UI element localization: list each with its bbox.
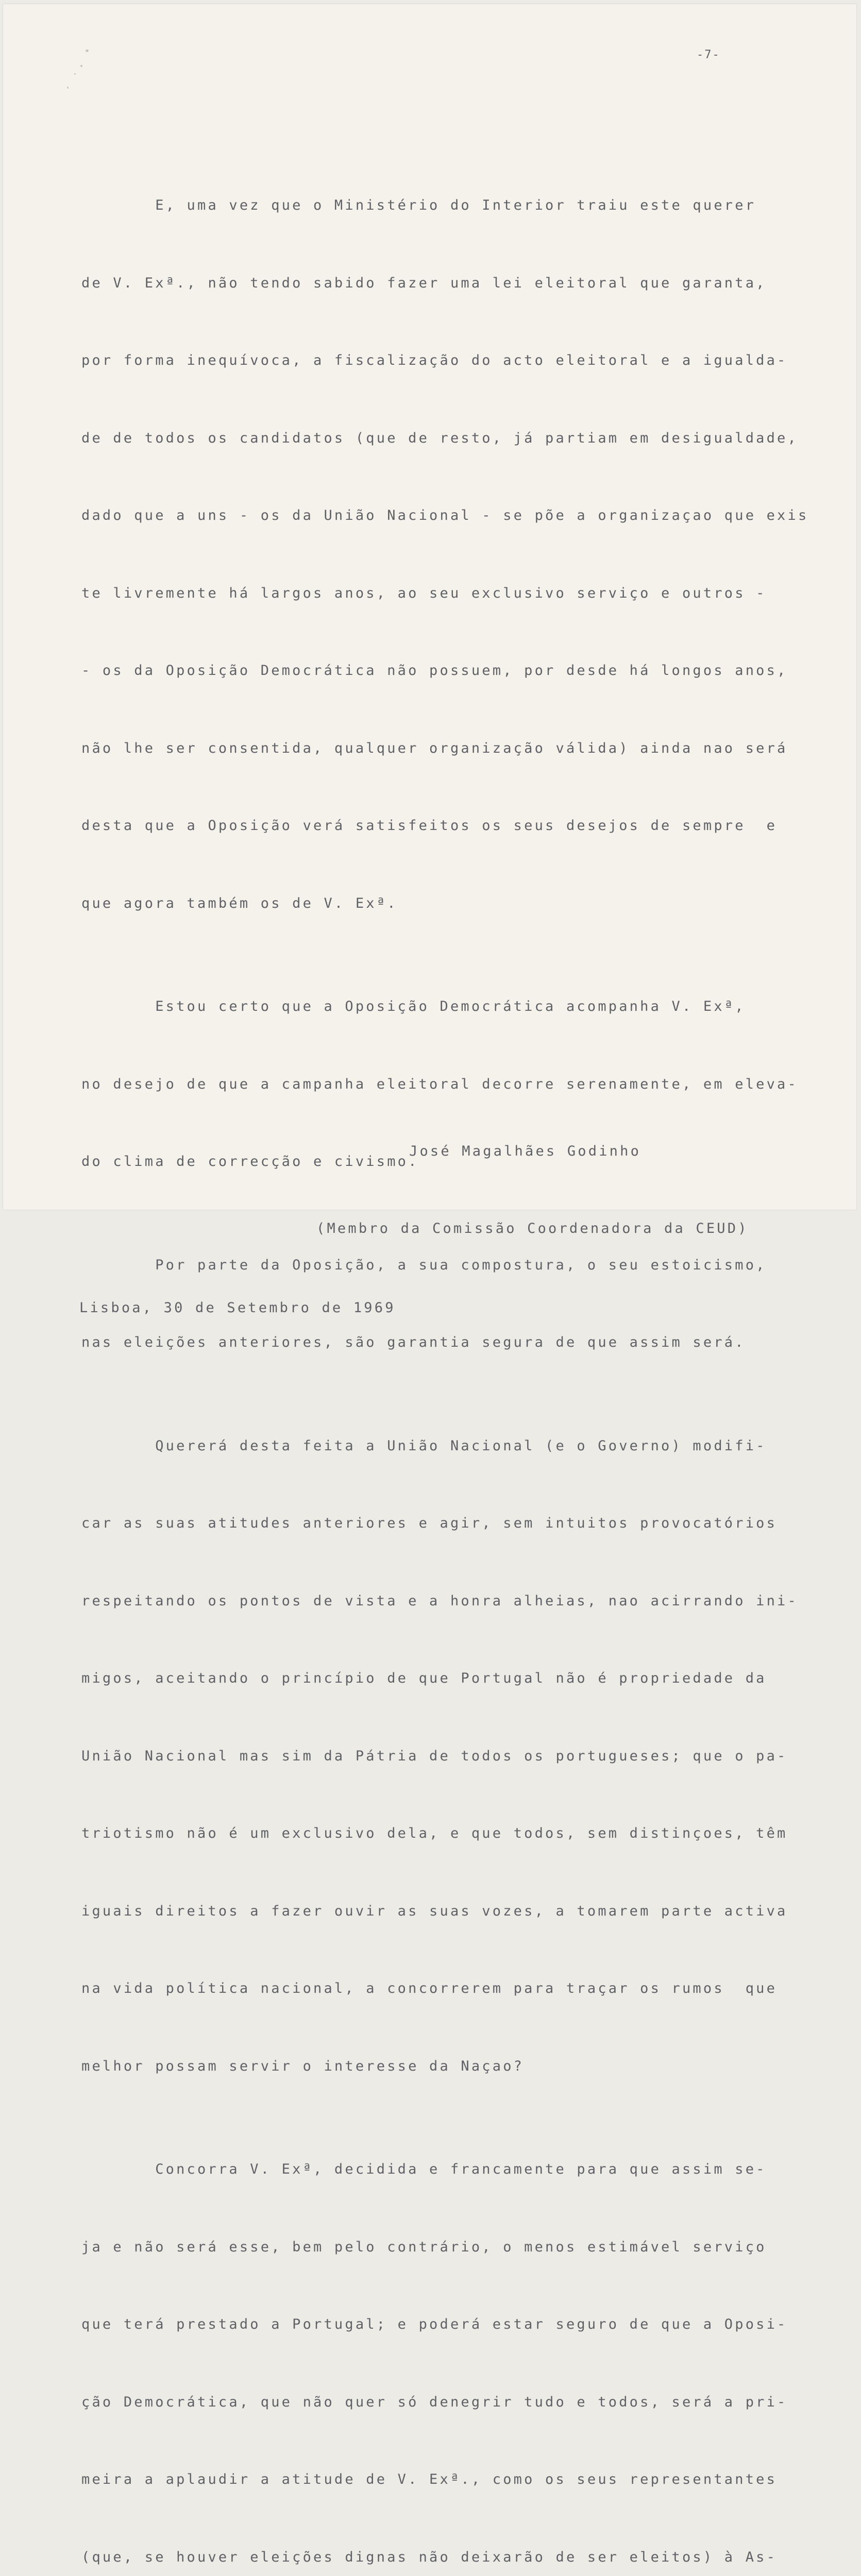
text-line: no desejo de que a campanha eleitoral decorre serenamente, em eleva- [81, 1076, 798, 1092]
page-number: -7- [697, 48, 720, 61]
text-line: nas eleições anteriores, são garantia segura de que assim será. [81, 1334, 746, 1350]
place-and-date: Lisboa, 30 de Setembro de 1969 [79, 1300, 396, 1316]
text-line: iguais direitos a fazer ouvir as suas vozes, a tomarem parte activa [81, 1903, 788, 1919]
text-line: - os da Oposição Democrática não possuem, por desde há longos anos, [81, 663, 788, 679]
text-line: migos, aceitando o princípio de que Portugal não é propriedade da [81, 1670, 767, 1686]
text-line: desta que a Oposição verá satisfeitos os seus desejos de sempre e [81, 818, 778, 834]
signatory-role: (Membro da Comissão Coordenadora da CEUD) [316, 1221, 749, 1236]
text-line: do clima de correcção e civismo. [81, 1154, 419, 1170]
signatory-name: José Magalhães Godinho [409, 1143, 641, 1159]
paper-speck [74, 73, 76, 75]
text-line: de de todos os candidatos (que de resto, já partiam em desigualdade, [81, 430, 798, 446]
text-line: União Nacional mas sim da Pátria de todos os portugueses; que o pa- [81, 1748, 788, 1764]
text-line: triotismo não é um exclusivo dela, e que todos, sem distinçoes, têm [81, 1825, 788, 1841]
text-line: Por parte da Oposição, a sua compostura, o seu estoicismo, [81, 1257, 767, 1273]
paper-speck [80, 65, 82, 67]
text-line: car as suas atitudes anteriores e agir, sem intuitos provocatórios [81, 1515, 778, 1531]
text-line: que agora também os de V. Exª. [81, 895, 398, 911]
document-page [3, 4, 856, 2565]
text-line: E, uma vez que o Ministério do Interior traiu este querer [81, 197, 756, 213]
text-line: por forma inequívoca, a fiscalização do acto eleitoral e a igualda- [81, 352, 788, 368]
text-line: Concorra V. Exª, decidida e francamente para que assim se- [81, 2161, 767, 2177]
text-line: na vida política nacional, a concorrerem para traçar os rumos que [81, 1980, 778, 1996]
text-line: respeitando os pontos de vista e a honra alheias, nao acirrando ini- [81, 1592, 798, 1609]
text-line: melhor possam servir o interesse da Naçao? [81, 2058, 525, 2074]
text-line: Estou certo que a Oposição Democrática acompanha V. Exª, [81, 998, 746, 1014]
text-line: ja e não será esse, bem pelo contrário, o menos estimável serviço [81, 2239, 767, 2255]
text-line: ção Democrática, que não quer só denegrir tudo e todos, será a pri- [81, 2394, 788, 2410]
text-line: dado que a uns - os da União Nacional - se põe a organizaçao que exis [81, 507, 809, 523]
paper-speck [86, 49, 89, 52]
signature-block [81, 1087, 803, 1372]
text-line: te livremente há largos anos, ao seu exclusivo serviço e outros - [81, 585, 767, 601]
text-line: que terá prestado a Portugal; e poderá estar seguro de que a Oposi- [81, 2316, 788, 2332]
text-line: de V. Exª., não tendo sabido fazer uma lei eleitoral que garanta, [81, 275, 767, 291]
paper-speck [67, 87, 69, 89]
text-line: não lhe ser consentida, qualquer organização válida) ainda nao será [81, 740, 788, 756]
text-line: (que, se houver eleições dignas não deixarão de ser eleitos) à As- [81, 2549, 778, 2565]
text-line: Quererá desta feita a União Nacional (e o Governo) modifi- [81, 1437, 767, 1454]
text-line: meira a aplaudir a atitude de V. Exª., como os seus representantes [81, 2471, 778, 2487]
